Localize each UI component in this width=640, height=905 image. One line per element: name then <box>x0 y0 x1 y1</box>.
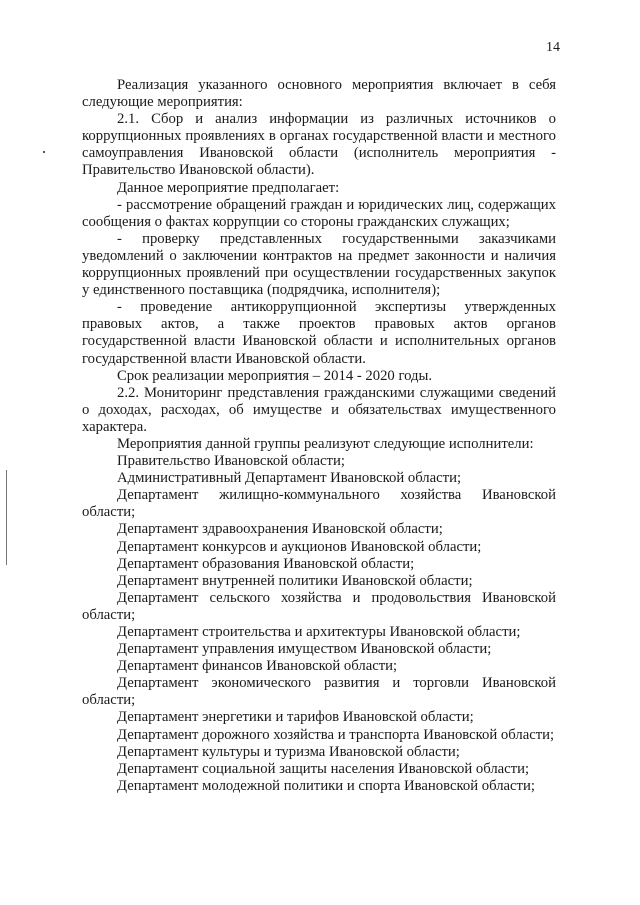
scan-edge-line <box>6 470 7 565</box>
executor-item: Департамент культуры и туризма Ивановской области; <box>117 743 460 760</box>
executor-item: Департамент строительства и архитектуры Ивановской области; <box>117 624 521 640</box>
bullet-expertise: - проведение антикоррупционной экспертизы утвержденных правовых актов, а также проектов правовых актов органов государственной власти Ивановской области и исполнительных органов государственной власти Ивановской области. <box>82 299 556 367</box>
bullet-contract-check: - проверку представленных государственными заказчиками уведомлений о заключении контрактов на предмет законности и наличия коррупционных проявлений при осуществлении государственных закупок у единственного поставщика (подрядчика, исполнителя); <box>82 230 556 299</box>
intro-paragraph: Реализация указанного основного мероприятия включает в себя следующие мероприятия: <box>82 77 556 111</box>
executor-item: Департамент финансов Ивановской области; <box>117 658 398 675</box>
executor-item: Департамент образования Ивановской области; <box>117 555 415 572</box>
executor-item: Департамент молодежной политики и спорта Ивановской области; <box>117 777 535 794</box>
executor-item: Департамент жилищно-коммунального хозяйства Ивановской области; <box>82 487 556 521</box>
term-paragraph: Срок реализации мероприятия – 2014 - 2020 годы. <box>117 367 433 384</box>
executor-item: Административный Департамент Ивановской области; <box>117 470 462 487</box>
executor-item: Департамент внутренней политики Ивановской области; <box>117 572 473 589</box>
executor-item: Департамент экономического развития и торговли Ивановской области; <box>82 675 556 709</box>
executor-item: Правительство Ивановской области; <box>117 453 345 470</box>
item-2-2-paragraph: 2.2. Мониторинг представления гражданскими служащими сведений о доходах, расходах, об имуществе и обязательствах имущественного характера. <box>82 384 556 435</box>
document-body <box>82 77 556 795</box>
executor-item: Департамент энергетики и тарифов Ивановской области; <box>117 709 474 726</box>
executor-item: Департамент дорожного хозяйства и транспорта Ивановской области; <box>117 726 555 743</box>
measure-intro: Данное мероприятие предполагает: <box>117 179 340 196</box>
executor-item: Департамент конкурсов и аукционов Ивановской области; <box>117 538 482 555</box>
page-number: 14 <box>546 40 560 55</box>
executor-item: Департамент социальной защиты населения Ивановской области; <box>117 760 530 777</box>
scan-speck <box>43 151 45 153</box>
executor-item: Департамент управления имуществом Ивановской области; <box>117 641 492 658</box>
executor-item: Департамент здравоохранения Ивановской области; <box>117 521 443 538</box>
executors-intro: Мероприятия данной группы реализуют следующие исполнители: <box>117 435 534 452</box>
executor-item: Департамент сельского хозяйства и продовольствия Ивановской области; <box>82 589 556 623</box>
item-2-1-paragraph: 2.1. Сбор и анализ информации из различных источников о коррупционных проявлениях в органах государственной власти и местного самоуправления Ивановской области (исполнитель мероприятия - Правительство Ивановской области). <box>82 111 556 179</box>
bullet-appeals: - рассмотрение обращений граждан и юридических лиц, содержащих сообщения о фактах коррупции со стороны гражданских служащих; <box>82 196 556 230</box>
